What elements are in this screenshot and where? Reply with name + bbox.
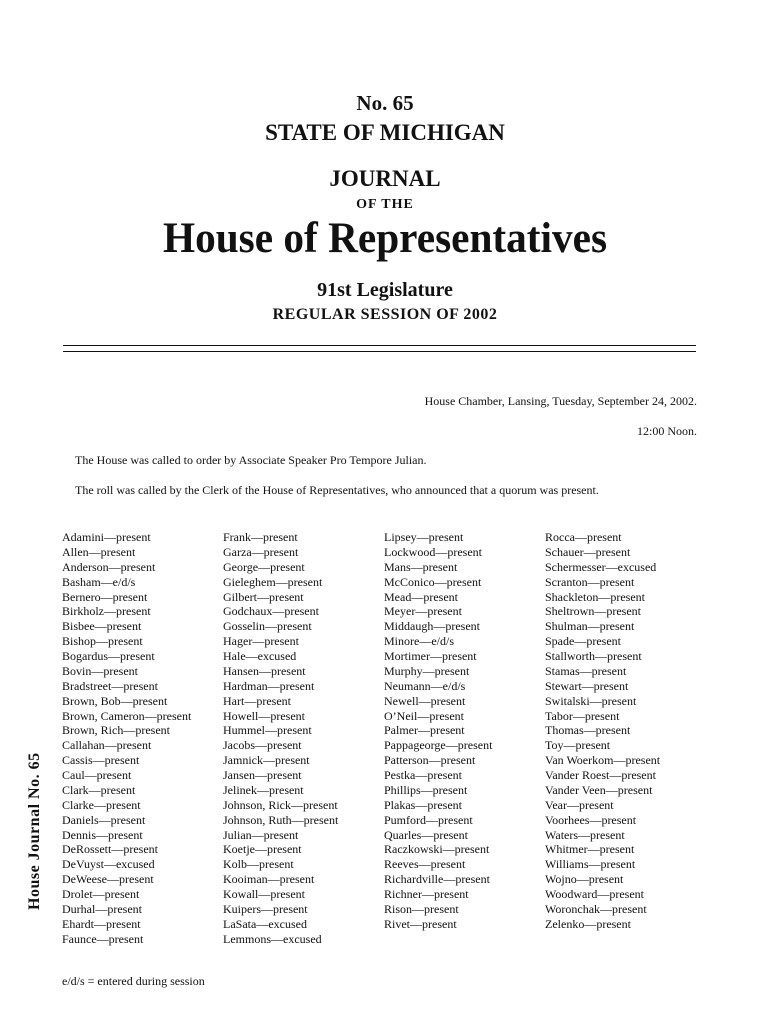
roll-call-entry: Raczkowski—present	[384, 842, 490, 857]
roll-call-entry: O’Neil—present	[384, 708, 464, 723]
roll-call-entry: Vander Veen—present	[545, 782, 653, 797]
roll-call-entry: Bisbee—present	[62, 619, 142, 634]
roll-call-entry: Kolb—present	[223, 857, 294, 872]
roll-call-entry: Godchaux—present	[223, 604, 319, 619]
roll-call-entry: Plakas—present	[384, 797, 462, 812]
roll-call-entry: Lockwood—present	[384, 544, 482, 559]
roll-call-entry: Julian—present	[223, 827, 299, 842]
roll-call-entry: Sheltrown—present	[545, 604, 641, 619]
roll-call-entry: Meyer—present	[384, 604, 462, 619]
roll-call-entry: Newell—present	[384, 693, 466, 708]
roll-call-entry: Anderson—present	[62, 559, 156, 574]
roll-call-entry: Pestka—present	[384, 768, 462, 782]
roll-call-entry: Whitmer—present	[545, 842, 635, 857]
state-title: STATE OF MICHIGAN	[265, 120, 505, 145]
roll-call-entry: Woronchak—present	[545, 901, 647, 916]
of-the-label: OF THE	[356, 197, 414, 212]
roll-call-entry: Patterson—present	[384, 753, 476, 768]
roll-call-entry: Frank—present	[223, 530, 298, 544]
roll-call-entry: Gosselin—present	[223, 619, 312, 634]
roll-call-entry: Hale—excused	[223, 649, 297, 663]
call-to-order-paragraph: The House was called to order by Associate Speaker Pro Tempore Julian.	[75, 453, 427, 467]
roll-call-entry: Rison—present	[384, 901, 459, 916]
side-journal-label: House Journal No. 65	[26, 752, 43, 910]
roll-call-entry: Faunce—present	[62, 931, 144, 946]
roll-call-entry: Richardville—present	[384, 872, 490, 887]
roll-call-entry: Bishop—present	[62, 634, 143, 649]
roll-call-entry: Bernero—present	[62, 589, 148, 604]
roll-call-entry: Brown, Rich—present	[62, 723, 170, 738]
roll-call-entry: Clark—present	[62, 782, 136, 797]
roll-call-entry: Koetje—present	[223, 842, 302, 857]
roll-call-entry: Ehardt—present	[62, 916, 141, 931]
roll-call-entry: Switalski—present	[545, 693, 637, 708]
roll-call-entry: Jelinek—present	[223, 782, 304, 797]
roll-call-entry: George—present	[223, 559, 305, 574]
roll-call-entry: Brown, Cameron—present	[62, 708, 192, 723]
session-title: REGULAR SESSION OF 2002	[272, 306, 498, 323]
roll-call-entry: Pappageorge—present	[384, 738, 493, 753]
roll-call-entry: Schermesser—excused	[545, 559, 657, 574]
roll-call-entry: Neumann—e/d/s	[384, 678, 466, 693]
roll-call-entry: Scranton—present	[545, 574, 635, 589]
roll-call-entry: Caul—present	[62, 768, 132, 782]
roll-call-entry: McConico—present	[384, 574, 482, 589]
house-title: House of Representatives	[162, 215, 608, 262]
roll-call-entry: Gieleghem—present	[223, 574, 323, 589]
roll-call-entry: Minore—e/d/s	[384, 634, 454, 649]
roll-call-paragraph: The roll was called by the Clerk of the House of Representatives, who announced that a quorum was present.	[75, 483, 599, 497]
roll-call-entry: Middaugh—present	[384, 619, 480, 634]
footnote: e/d/s = entered during session	[62, 974, 205, 988]
roll-call-entry: Stamas—present	[545, 663, 627, 678]
roll-call-entry: Pumford—present	[384, 812, 473, 827]
roll-call-entry: Howell—present	[223, 708, 305, 723]
roll-call-entry: Vear—present	[545, 797, 614, 812]
roll-call-entry: Hansen—present	[223, 663, 306, 678]
roll-call-entry: Van Woerkom—present	[545, 753, 661, 768]
roll-call-entry: Rivet—present	[384, 916, 457, 931]
roll-call-entry: Stewart—present	[545, 678, 629, 693]
roll-call-entry: Kowall—present	[223, 887, 305, 901]
roll-call-entry: Dennis—present	[62, 827, 143, 842]
roll-call-entry: Williams—present	[545, 857, 636, 872]
roll-call-entry: Phillips—present	[384, 782, 468, 797]
roll-call-entry: Wojno—present	[545, 872, 624, 887]
roll-call-entry: Mans—present	[384, 559, 458, 574]
masthead-rule-top	[63, 345, 696, 346]
roll-call-entry: Johnson, Rick—present	[223, 797, 338, 812]
roll-call-entry: Palmer—present	[384, 723, 465, 738]
roll-call-entry: Hager—present	[223, 634, 299, 649]
roll-call-entry: Rocca—present	[545, 530, 622, 544]
roll-call-entry: DeVuyst—excused	[62, 857, 155, 872]
roll-call-column-2	[223, 530, 338, 947]
roll-call-entry: Murphy—present	[384, 663, 470, 678]
roll-call-entry: Callahan—present	[62, 738, 152, 753]
roll-call-entry: Gilbert—present	[223, 589, 304, 604]
roll-call-entry: Kooiman—present	[223, 872, 315, 887]
roll-call-entry: Daniels—present	[62, 812, 146, 827]
roll-call-entry: Voorhees—present	[545, 812, 637, 827]
roll-call-entry: Jansen—present	[223, 768, 302, 782]
roll-call-entry: Bogardus—present	[62, 649, 155, 663]
roll-call-entry: Lipsey—present	[384, 530, 464, 544]
dateline: House Chamber, Lansing, Tuesday, September 24, 2002.	[424, 394, 697, 408]
roll-call-entry: Kuipers—present	[223, 901, 308, 916]
roll-call-entry: Jacobs—present	[223, 738, 302, 753]
roll-call-entry: DeWeese—present	[62, 872, 154, 887]
roll-call-entry: Hardman—present	[223, 678, 315, 693]
roll-call-entry: Garza—present	[223, 544, 299, 559]
roll-call-entry: Vander Roest—present	[545, 768, 656, 782]
journal-title: JOURNAL	[329, 166, 441, 191]
roll-call-entry: Bovin—present	[62, 663, 138, 678]
journal-number: No. 65	[356, 91, 414, 115]
roll-call-entry: Clarke—present	[62, 797, 141, 812]
roll-call-entry: Hummel—present	[223, 723, 312, 738]
roll-call-entry: DeRossett—present	[62, 842, 158, 857]
roll-call-entry: Durhal—present	[62, 901, 142, 916]
roll-call-entry: Quarles—present	[384, 827, 468, 842]
roll-call-entry: Toy—present	[545, 738, 611, 753]
roll-call-entry: Mortimer—present	[384, 649, 477, 663]
roll-call-entry: Adamini—present	[62, 530, 151, 544]
roll-call-entry: Johnson, Ruth—present	[223, 812, 339, 827]
roll-call-entry: Drolet—present	[62, 887, 140, 901]
roll-call-entry: Woodward—present	[545, 887, 645, 901]
roll-call-entry: Brown, Bob—present	[62, 693, 168, 708]
roll-call-entry: Zelenko—present	[545, 916, 631, 931]
roll-call-entry: Waters—present	[545, 827, 625, 842]
roll-call-entry: Reeves—present	[384, 857, 466, 872]
roll-call-entry: Cassis—present	[62, 753, 140, 768]
roll-call-entry: Allen—present	[62, 544, 136, 559]
roll-call-entry: Schauer—present	[545, 544, 631, 559]
roll-call-entry: Shackleton—present	[545, 589, 645, 604]
roll-call-column-3	[384, 530, 492, 932]
roll-call-entry: Hart—present	[223, 693, 291, 708]
roll-call-entry: Birkholz—present	[62, 604, 151, 619]
legislature-title: 91st Legislature	[317, 279, 453, 301]
roll-call-entry: Tabor—present	[545, 708, 620, 723]
roll-call-entry: Spade—present	[545, 634, 621, 649]
session-time: 12:00 Noon.	[637, 424, 697, 438]
roll-call-entry: Thomas—present	[545, 723, 631, 738]
roll-call-entry: Jamnick—present	[223, 753, 310, 768]
roll-call-column-1	[62, 530, 191, 947]
roll-call-entry: Basham—e/d/s	[62, 574, 136, 589]
roll-call-entry: Mead—present	[384, 589, 458, 604]
roll-call-entry: Shulman—present	[545, 619, 635, 634]
roll-call-entry: Stallworth—present	[545, 649, 642, 663]
masthead-rule-bottom	[63, 351, 696, 352]
roll-call-column-4	[545, 530, 660, 932]
roll-call-entry: Lemmons—excused	[223, 931, 322, 946]
roll-call-entry: LaSata—excused	[223, 916, 307, 931]
roll-call-entry: Bradstreet—present	[62, 678, 158, 693]
roll-call-entry: Richner—present	[384, 887, 469, 901]
